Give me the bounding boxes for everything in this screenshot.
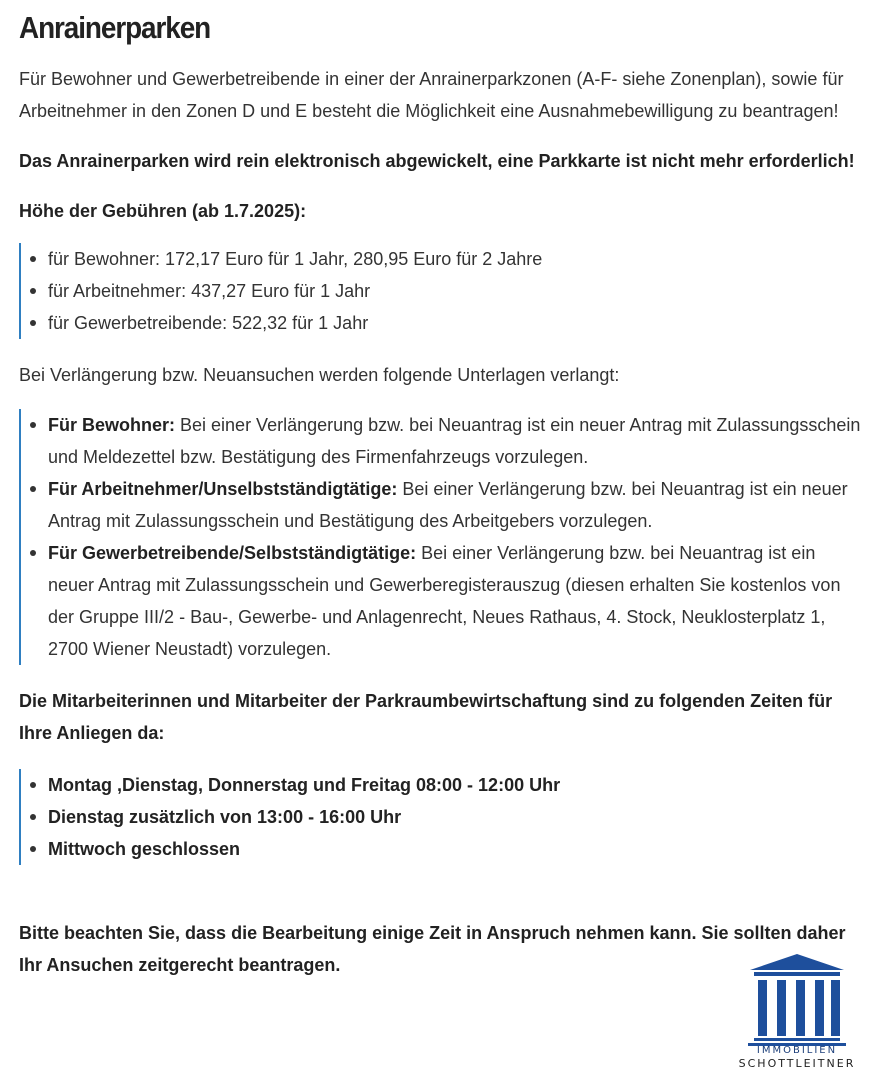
list-item: für Bewohner: 172,17 Euro für 1 Jahr, 280,95 Euro für 2 Jahre — [48, 243, 864, 275]
fees-list — [19, 243, 864, 339]
list-item-text: Bei einer Verlängerung bzw. bei Neuantrag ist ein neuer Antrag mit Zulassungsschein und Meldezettel bzw. Bestätigung des Firmenfahrzeugs vorzulegen. — [48, 415, 861, 467]
list-item: für Gewerbetreibende: 522,32 für 1 Jahr — [48, 307, 864, 339]
hours-list — [19, 769, 864, 865]
list-item-label: Für Gewerbetreibende/Selbstständigtätige: — [48, 543, 417, 563]
list-item: Montag ,Dienstag, Donnerstag und Freitag 08:00 - 12:00 Uhr — [48, 769, 864, 801]
fees-heading: Höhe der Gebühren (ab 1.7.2025): — [19, 201, 307, 221]
hours-heading: Die Mitarbeiterinnen und Mitarbeiter der Parkraumbewirtschaftung sind zu folgenden Zeiten für Ihre Anliegen da: — [19, 691, 833, 743]
list-item: Dienstag zusätzlich von 13:00 - 16:00 Uhr — [48, 801, 864, 833]
list-item-text: Bei einer Verlängerung bzw. bei Neuantrag ist ein neuer Antrag mit Zulassungsschein und Gewerberegisterauszug (diesen erhalten Sie kostenlos von der Gruppe III/2 - Bau-, Gewerbe- und Anlagenrecht, Neues Rathaus, 4. Stock, Neuklosterplatz 1, 2700 Wiener Neustadt) vorzulegen. — [48, 543, 841, 659]
logo-line-1: IMMOBILIEN — [756, 1045, 838, 1056]
list-item: für Arbeitnehmer: 437,27 Euro für 1 Jahr — [48, 275, 864, 307]
company-logo — [732, 950, 862, 1075]
intro-paragraph: Für Bewohner und Gewerbetreibende in einer der Anrainerparkzonen (A-F- siehe Zonenplan), sowie für Arbeitnehmer in den Zonen D und E besteht die Möglichkeit eine Ausnahmebewilligung zu beantragen! — [19, 69, 844, 121]
building-columns-icon — [732, 950, 862, 1048]
page-title: Anrainerparken — [19, 10, 211, 45]
list-item — [48, 473, 864, 537]
closing-note: Bitte beachten Sie, dass die Bearbeitung einige Zeit in Anspruch nehmen kann. Sie sollten daher Ihr Ansuchen zeitgerecht beantragen. — [19, 923, 846, 975]
article — [19, 0, 864, 981]
list-item: Mittwoch geschlossen — [48, 833, 864, 865]
list-item-text: Bei einer Verlängerung bzw. bei Neuantrag ist ein neuer Antrag mit Zulassungsschein und Bestätigung des Arbeitgebers vorzulegen. — [48, 479, 848, 531]
list-item — [48, 537, 864, 665]
logo-line-2: SCHOTTLEITNER — [738, 1057, 856, 1070]
documents-list — [19, 409, 864, 665]
list-item-label: Für Bewohner: — [48, 415, 176, 435]
list-item — [48, 409, 864, 473]
list-item-label: Für Arbeitnehmer/Unselbstständigtätige: — [48, 479, 398, 499]
documents-intro: Bei Verlängerung bzw. Neuansuchen werden folgende Unterlagen verlangt: — [19, 365, 620, 385]
electronic-notice: Das Anrainerparken wird rein elektronisch abgewickelt, eine Parkkarte ist nicht mehr erforderlich! — [19, 151, 855, 171]
